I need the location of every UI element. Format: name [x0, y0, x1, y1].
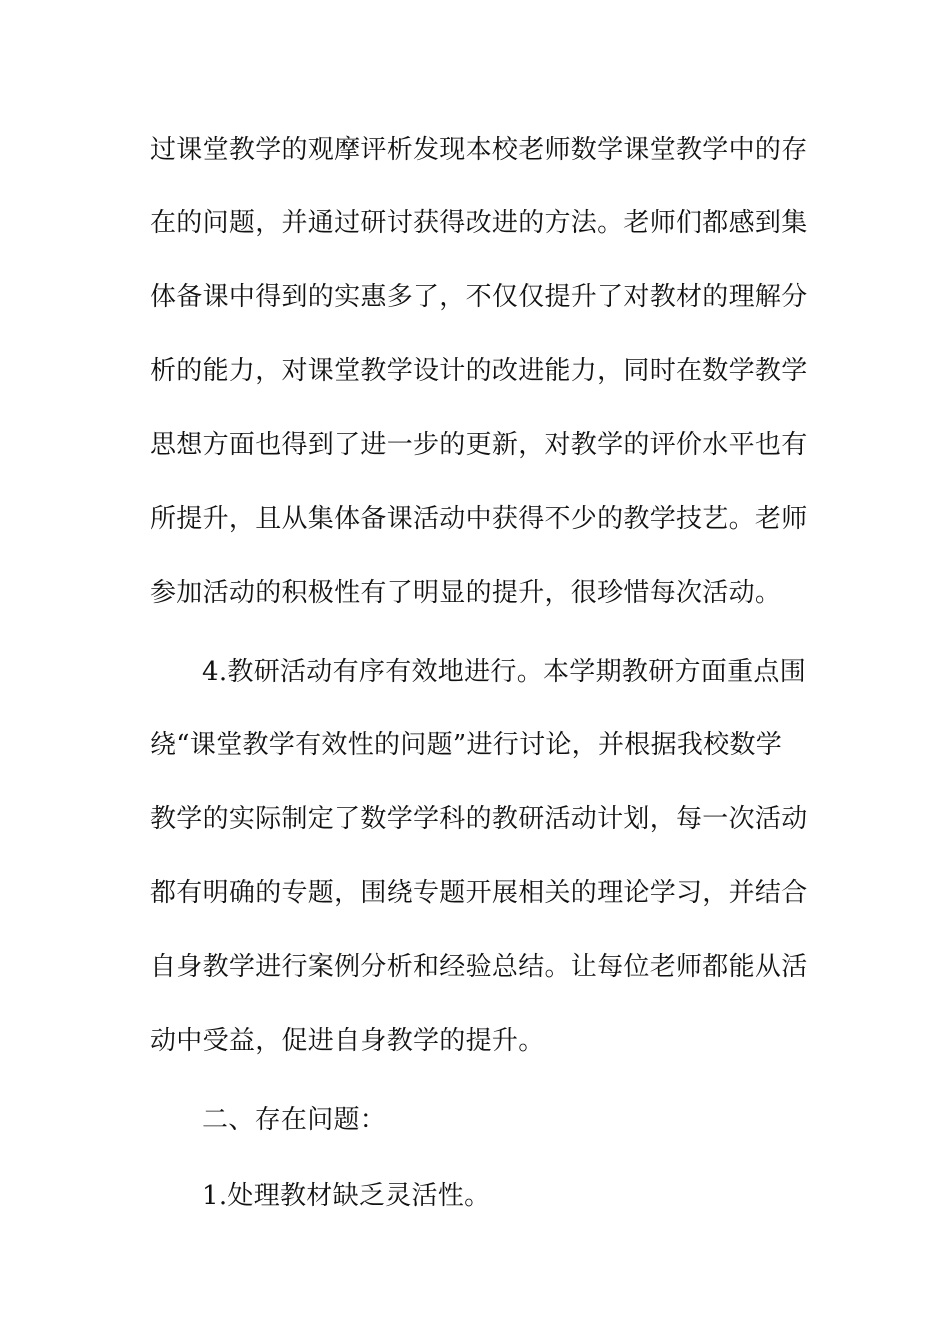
body-text-line: 自身教学进行案例分析和经验总结。让每位老师都能从活 [150, 952, 808, 982]
body-text-line: 都有明确的专题，围绕专题开展相关的理论学习，并结合 [150, 878, 808, 908]
body-text-line: 动中受益，促进自身教学的提升。 [150, 1026, 545, 1056]
body-text-line: 绕“课堂教学有效性的问题”进行讨论，并根据我校数学 [150, 730, 783, 760]
body-text-line: 析的能力，对课堂教学设计的改进能力，同时在数学教学 [150, 356, 808, 386]
body-text-line: 思想方面也得到了进一步的更新，对教学的评价水平也有 [150, 430, 808, 460]
body-text-line: 在的问题，并通过研讨获得改进的方法。老师们都感到集 [150, 208, 808, 238]
body-text-line: 所提升，且从集体备课活动中获得不少的教学技艺。老师 [150, 504, 808, 534]
body-text-line: 教学的实际制定了数学学科的教研活动计划，每一次活动 [150, 804, 808, 834]
body-text-line: 参加活动的积极性有了明显的提升，很珍惜每次活动。 [150, 578, 782, 608]
paragraph-start-line: 4.教研活动有序有效地进行。本学期教研方面重点围 [202, 657, 807, 687]
body-text-line: 体备课中得到的实惠多了，不仅仅提升了对教材的理解分 [150, 282, 808, 312]
subsection-heading: 1.处理教材缺乏灵活性。 [202, 1181, 491, 1211]
body-text-line: 过课堂教学的观摩评析发现本校老师数学课堂教学中的存 [150, 135, 808, 165]
section-heading: 二、存在问题： [202, 1105, 387, 1135]
